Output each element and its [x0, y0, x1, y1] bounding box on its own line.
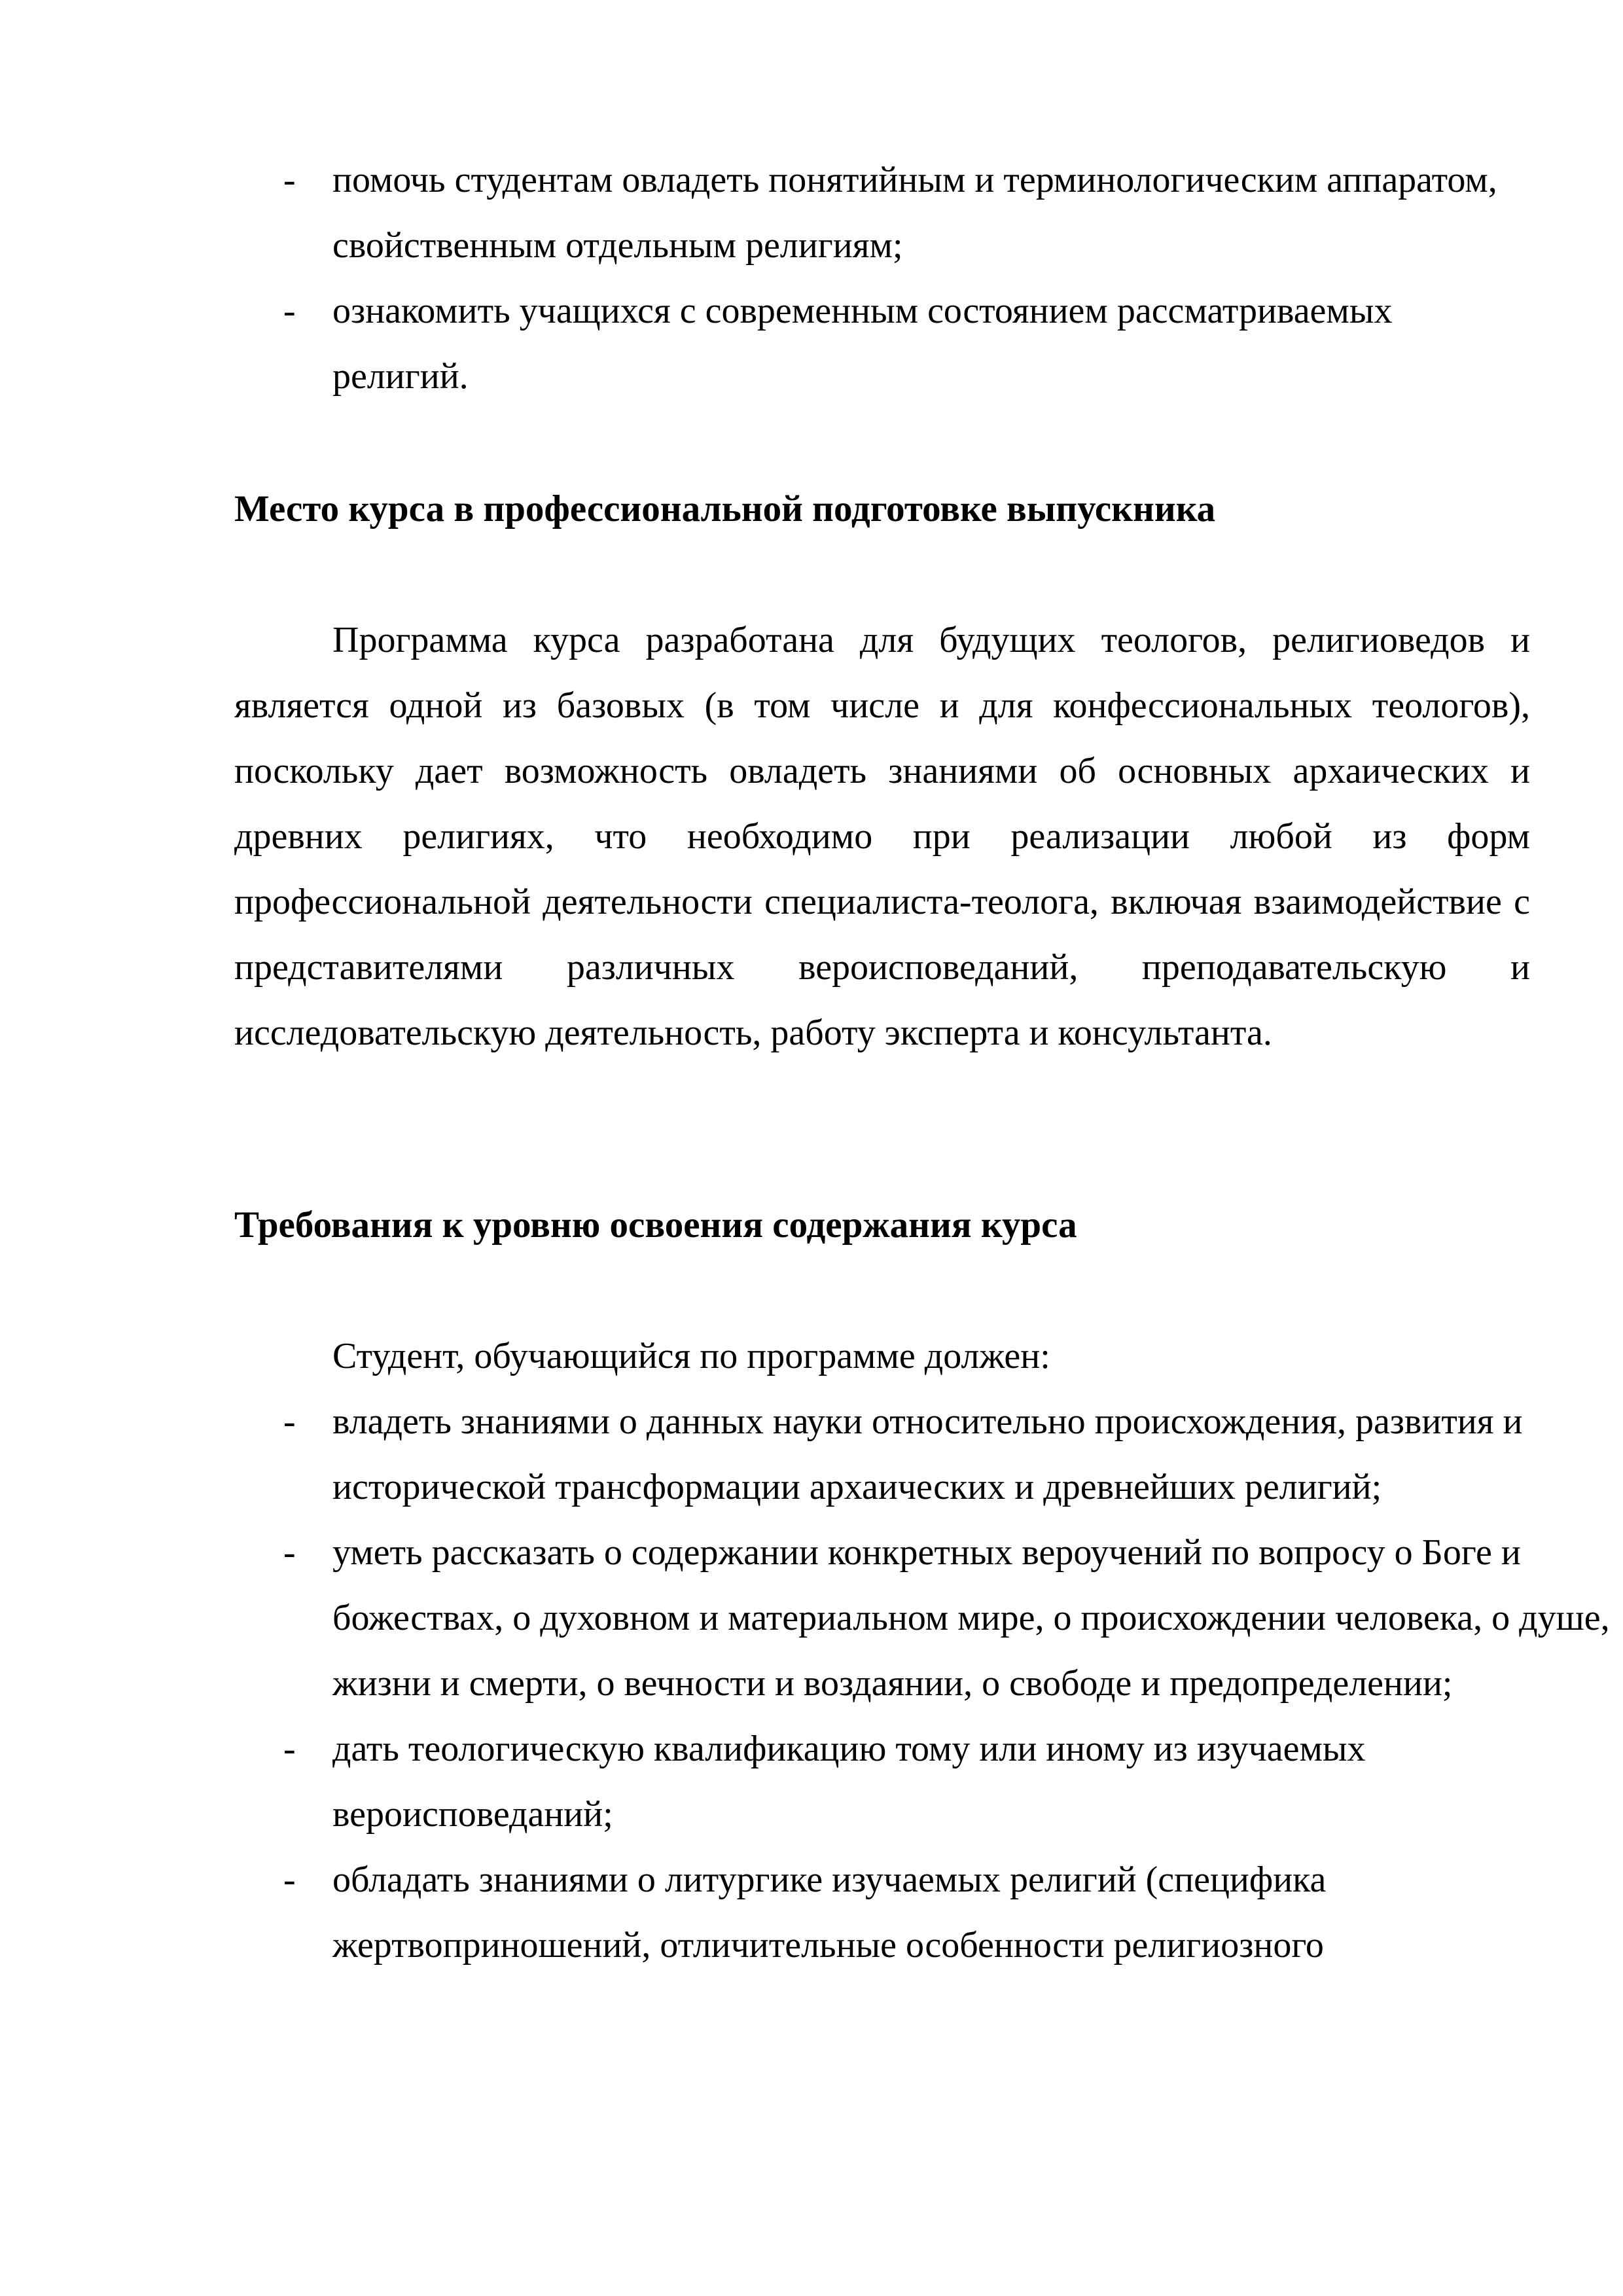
list-item-text: уметь рассказать о содержании конкретных вероучений по вопросу о Боге и божествах, о духовном и материальном мире, о происхождении человека, о душе, жизни и смерти, о вечности и воздаянии, о свободе и предопределении;	[332, 1532, 1610, 1704]
top-bullet-list	[234, 147, 1543, 409]
list-item	[234, 147, 1524, 278]
list-item-text: ознакомить учащихся с современным состоянием рассматриваемых религий.	[332, 291, 1393, 397]
list-item	[234, 278, 1524, 409]
list-item-text: обладать знаниями о литургике изучаемых религий (специфика жертвоприношений, отличительные особенности религиозного	[332, 1859, 1327, 1965]
course-place-paragraph: Программа курса разработана для будущих теологов, религиоведов и является одной из базовых (в том числе и для конфессиональных теологов), поскольку дает возможность овладеть знаниями об основных архаических и древних религиях, что необходимо при реализации любой из форм профессиональной деятельности специалиста-теолога, включая взаимодействие с представителями различных вероисповеданий, преподавательскую и исследовательскую деятельность, работу эксперта и консультанта.	[234, 620, 1530, 1053]
list-marker: -	[283, 1729, 296, 1769]
list-item-text: дать теологическую квалификацию тому или иному из изучаемых вероисповеданий;	[332, 1729, 1366, 1835]
requirements-bullet-list	[234, 1389, 1610, 1978]
list-marker: -	[283, 160, 296, 200]
list-marker: -	[283, 291, 296, 331]
section-heading-requirements: Требования к уровню освоения содержания курса	[234, 1204, 1077, 1246]
requirements-intro: Студент, обучающийся по программе должен:	[332, 1336, 1050, 1376]
list-item	[234, 1520, 1615, 1716]
list-marker: -	[283, 1532, 296, 1573]
list-item	[234, 1847, 1563, 1978]
list-marker: -	[283, 1401, 296, 1442]
list-item-text: владеть знаниями о данных науки относительно происхождения, развития и исторической трансформации архаических и древнейших религий;	[332, 1401, 1523, 1507]
list-item	[234, 1389, 1563, 1520]
list-marker: -	[283, 1859, 296, 1900]
section-heading-course-place: Место курса в профессиональной подготовке выпускника	[234, 488, 1216, 529]
list-item-text: помочь студентам овладеть понятийным и терминологическим аппаратом, свойственным отдельным религиям;	[332, 160, 1497, 266]
list-item	[234, 1716, 1563, 1847]
